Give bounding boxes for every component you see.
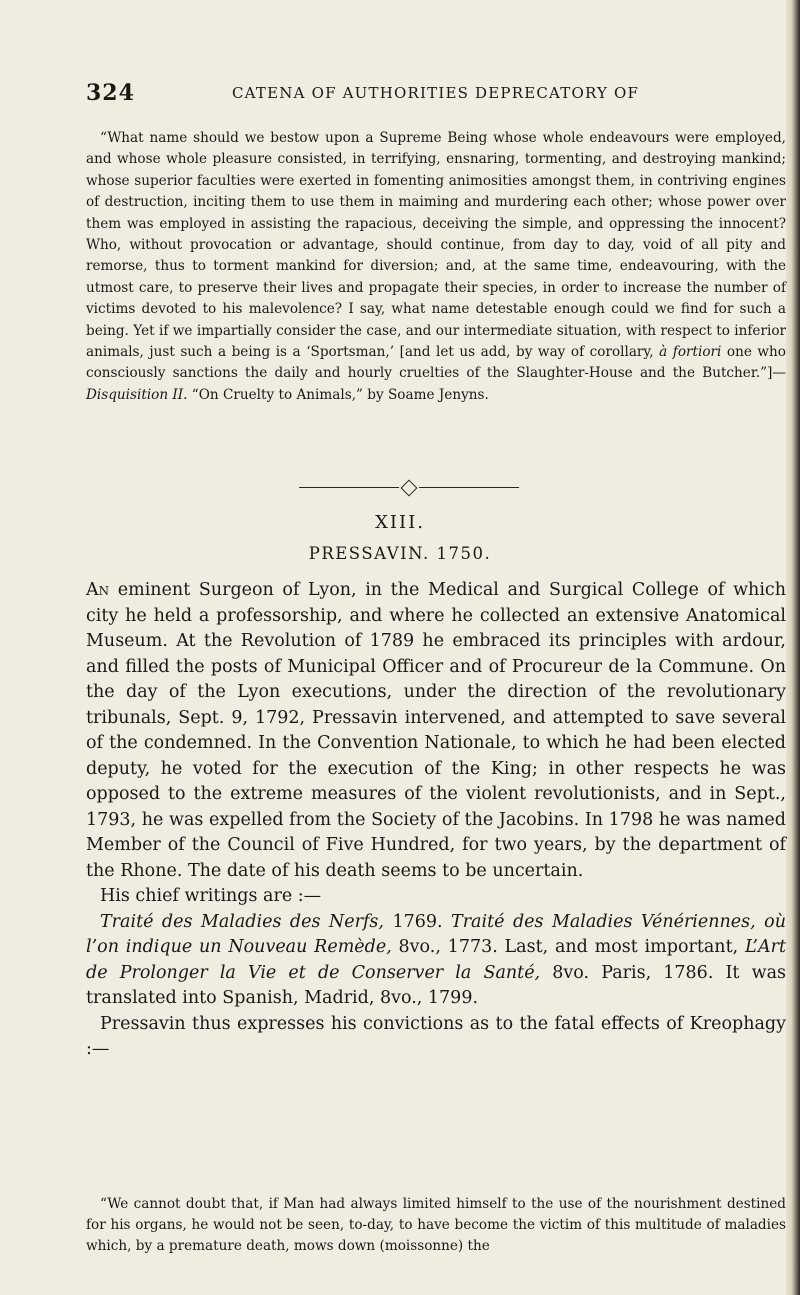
work-title: Traité des Maladies Vénériennes, où l’on indique un Nouveau Remède,	[86, 911, 786, 957]
section-number: XIII.	[375, 512, 425, 533]
body-paragraph: His chief writings are :—	[100, 886, 322, 906]
closing-quotation	[86, 1194, 786, 1257]
source-title: Disquisition II.	[86, 386, 188, 403]
body-paragraph: Pressavin thus expresses his convictions as to the fatal effects of Kreophagy :—	[86, 1013, 786, 1059]
quotation-paragraph: “What name should we bestow upon a Supreme Being whose whole endeavours were employed, and whose whole pleasure consisted, in terrifying, ensnaring, tormenting, and destroying mankind; whose superior faculties were exerted in fomenting animosities amongst them, in contriving engines of destruction, inciting them to use them in maiming and murdering each other; whose power over them was employed in assisting the rapacious, deceiving the simple, and oppressing the innocent? Who, without provocation or advantage, should continue, from day to day, void of all pity and remorse, thus to torment mankind for diversion; and, at the same time, endeavouring, with the utmost care, to preserve their lives and propagate their species, in order to increase the number of victims devoted to his malevolence? I say, what name detestable enough could we find for such a being. Yet if we impartially consider the case, and our intermediate situation, with respect to inferior animals, just such a being is a ‘Sportsman,’ [and let us add, by way of corollary, à fortiori one who consciously sanctions the daily and hourly cruelties of the Slaughter-House and the Butcher.”]—Disquisition II. “On Cruelty to Animals,” by Soame Jenyns.	[86, 130, 786, 403]
work-title: L’Art de Prolonger la Vie et de Conserver la Santé,	[86, 937, 786, 983]
diamond-ornament-icon	[401, 480, 418, 497]
page-number: 324	[86, 80, 135, 106]
quotation-block	[86, 128, 786, 406]
quotation-paragraph: “We cannot doubt that, if Man had always limited himself to the use of the nourishment destined for his organs, he would not be seen, to-day, to have become the victim of this multitude of maladies which, by a premature death, mows down (moissonne) the	[86, 1196, 786, 1254]
initial-word: An	[86, 580, 110, 600]
page-edge-shadow	[786, 0, 800, 1295]
italic-phrase: à fortiori	[659, 344, 722, 361]
section-body	[86, 578, 786, 1063]
section-divider-ornament	[299, 480, 519, 494]
works-paragraph: Traité des Maladies des Nerfs, 1769. Traité des Maladies Vénériennes, où l’on indique un Nouveau Remède, 8vo., 1773. Last, and most important, L’Art de Prolonger la Vie et de Conserver la Santé, 8vo. Paris, 1786. It was translated into Spanish, Madrid, 8vo., 1799.	[86, 911, 786, 1008]
section-title: PRESSAVIN. 1750.	[308, 544, 492, 563]
body-paragraph: An eminent Surgeon of Lyon, in the Medical and Surgical College of which city he held a professorship, and where he collected an extensive Anatomical Museum. At the Revolution of 1789 he embraced its principles with ardour, and filled the posts of Municipal Officer and of Procureur de la Commune. On the day of the Lyon executions, under the direction of the revolutionary tribunals, Sept. 9, 1792, Pressavin intervened, and attempted to save several of the condemned. In the Convention Nationale, to which he had been elected deputy, he voted for the execution of the King; in other respects he was opposed to the extreme measures of the violent revolutionists, and in Sept., 1793, he was expelled from the Society of the Jacobins. In 1798 he was named Member of the Council of Five Hundred, for two years, by the department of the Rhone. The date of his death seems to be uncertain.	[86, 580, 786, 881]
running-head: CATENA OF AUTHORITIES DEPRECATORY OF	[232, 84, 640, 102]
work-title: Traité des Maladies des Nerfs,	[100, 911, 384, 932]
page-header	[86, 80, 786, 112]
